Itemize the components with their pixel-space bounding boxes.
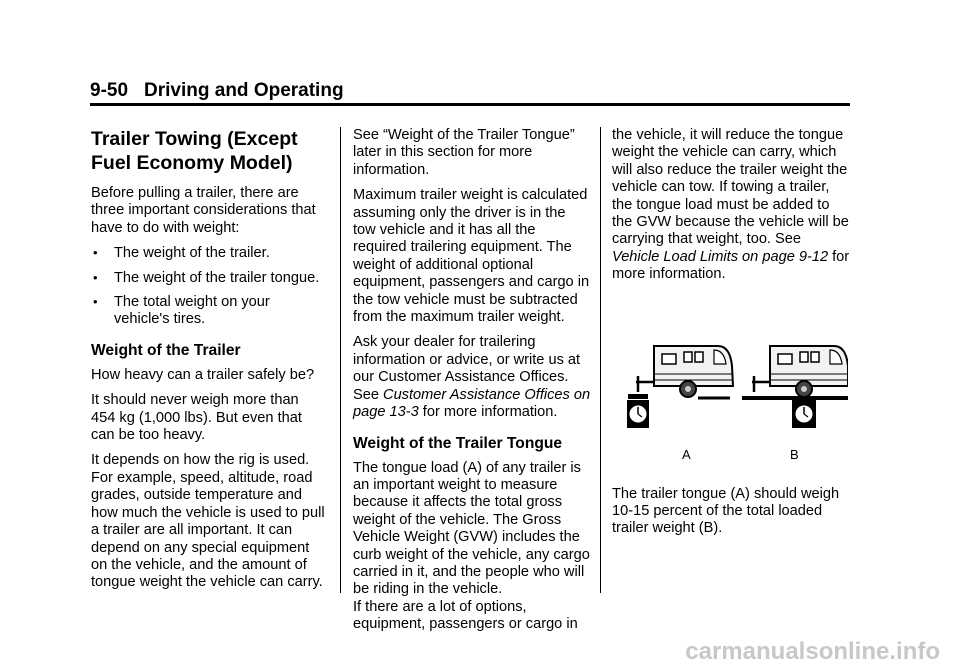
heading-weight-of-trailer: Weight of the Trailer <box>91 341 241 359</box>
section-title: Driving and Operating <box>144 80 344 101</box>
heading-weight-of-tongue: Weight of the Trailer Tongue <box>353 434 563 452</box>
figure-caption: The trailer tongue (A) should weigh 10-15 percent of the total loaded trailer weight (B). <box>612 485 840 537</box>
trailer-a-illustration <box>627 346 733 428</box>
paragraph: Maximum trailer weight is calculated assuming only the driver is in the tow vehicle and it has all the required trailering equipment. The weight of additional optional equipment, passengers and cargo in the tow vehicle must be subtracted from the maximum trailer weight. <box>353 187 590 326</box>
text-run: the vehicle, it will reduce the tongue weight the vehicle can carry, which will also reduce the trailer weight the vehicle can tow. If towing a trailer, the tongue load must be added to the GVW because the vehicle will be carrying that weight, too. See <box>612 127 849 248</box>
list-item: • The weight of the trailer. <box>91 245 327 262</box>
paragraph <box>353 334 591 421</box>
column-1 <box>91 127 327 600</box>
page-number: 9-50 <box>90 80 129 101</box>
weight-considerations-list <box>91 245 327 329</box>
list-item: • The weight of the trailer tongue. <box>91 270 327 287</box>
paragraph: It depends on how the rig is used. For example, speed, altitude, road grades, outside temperature and how much the vehicle is used to pull a trailer are all important. It can depend on any special equipment on the vehicle, and the amount of tongue weight the vehicle can carry. <box>91 452 325 591</box>
column-3 <box>612 127 852 546</box>
paragraph: See “Weight of the Trailer Tongue” later in this section for more information. <box>353 127 575 178</box>
text-run: for more information. <box>612 248 850 283</box>
text-run: Ask your dealer for trailering information or advice, or write us at our Customer Assistance Offices. See <box>353 334 581 403</box>
intro-paragraph: Before pulling a trailer, there are three important considerations that have to do with weight: <box>91 185 316 236</box>
link-customer-assistance[interactable]: Customer Assistance Offices on page 13-3 <box>353 386 591 421</box>
paragraph: The tongue load (A) of any trailer is an important weight to measure because it affects the total gross weight of the vehicle. The Gross Vehicle Weight (GVW) includes the curb weight of the vehicle, any cargo carried in it, and the people who will be riding in the vehicle. <box>353 459 590 598</box>
watermark-text: carmanualsonline.info <box>685 638 940 665</box>
header-rule <box>90 103 850 106</box>
figure-label-a: A <box>682 446 691 462</box>
figure-label-b: B <box>790 446 799 462</box>
list-item: • The total weight on your vehicle's tires. <box>91 294 327 329</box>
paragraph: How heavy can a trailer safely be? <box>91 366 315 383</box>
column-divider-2 <box>600 127 601 593</box>
column-2 <box>353 127 591 642</box>
link-vehicle-load-limits[interactable]: Vehicle Load Limits on page 9-12 <box>612 248 829 265</box>
tongue-weight-figure <box>618 336 848 468</box>
paragraph: It should never weigh more than 454 kg (1,000 lbs). But even that can be too heavy. <box>91 392 302 444</box>
page-title: Trailer Towing (Except Fuel Economy Model) <box>91 128 298 174</box>
trailer-scale-illustration <box>618 336 848 446</box>
page-header <box>90 80 344 102</box>
column-divider-1 <box>340 127 341 593</box>
paragraph: If there are a lot of options, equipment, passengers or cargo in <box>353 598 578 633</box>
paragraph <box>612 127 852 284</box>
trailer-b-illustration <box>742 346 848 428</box>
text-run: for more information. <box>418 404 558 421</box>
